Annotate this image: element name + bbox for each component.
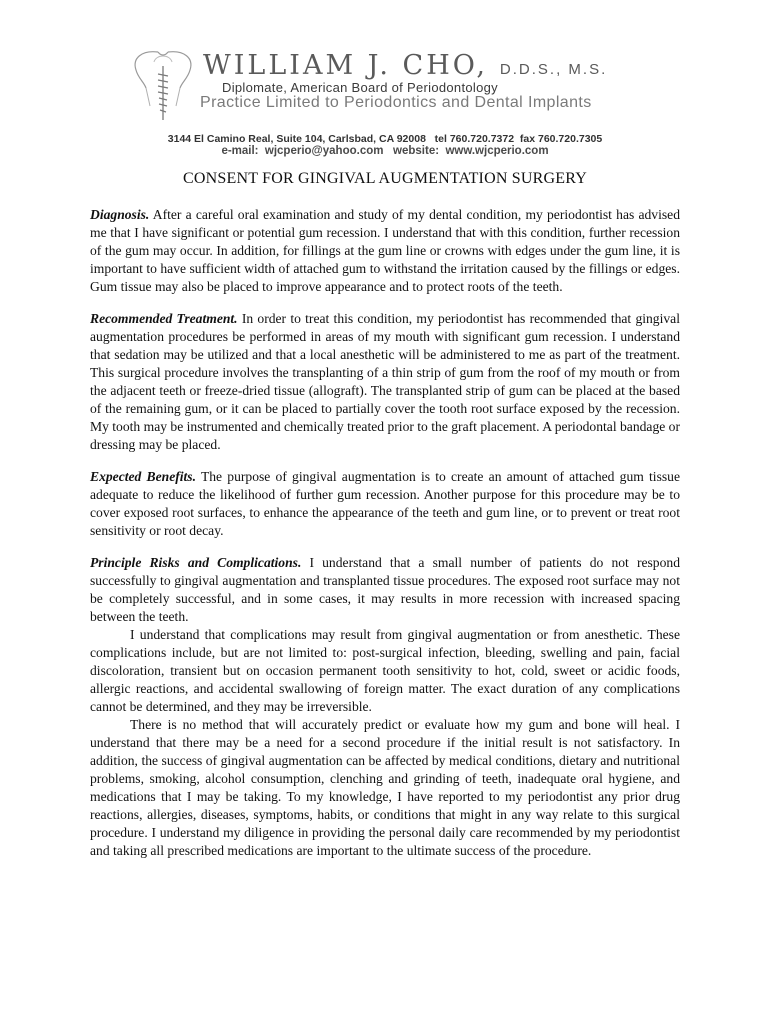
healing-paragraph: There is no method that will accurately predict or evaluate how my gum and bone will heal. I understand that there may be a need for a second procedure if the initial result is not satisfactory. In addition, the success of gingival augmentation can be affected by medical conditions, dietary and nutritional problems, smoking, alcohol consumption, clenching and grinding of teeth, inadequate oral hygiene, and medications that I may be taking. To my knowledge, I have reported to my periodontist any prior drug reactions, allergies, diseases, symptoms, habits, or conditions that might in any way relate to this surgical procedure. I understand my diligence in providing the personal daily care recommended by my periodontist and taking all prescribed medications are important to the ultimate success of the procedure. bbox=[90, 717, 680, 858]
diagnosis-paragraph bbox=[90, 206, 680, 296]
treatment-paragraph bbox=[90, 310, 680, 454]
practice-line: Practice Limited to Periodontics and Dental Implants bbox=[200, 94, 592, 111]
benefits-text: The purpose of gingival augmentation is to create an amount of attached gum tissue adequate to reduce the likelihood of further gum recession. Another purpose for this procedure may be to cover exposed root surfaces, to enhance the appearance of the teeth and gum line, or to prevent or treat root sensitivity or root decay. bbox=[90, 469, 680, 538]
benefits-paragraph bbox=[90, 468, 680, 540]
doctor-name: WILLIAM J. CHO, bbox=[203, 50, 488, 81]
treatment-text: In order to treat this condition, my periodontist has recommended that gingival augmentation procedures be performed in areas of my mouth with significant gum recession. I understand that sedation may be utilized and that a local anesthetic will be administered to me as part of the treatment. This surgical procedure involves the transplanting of a thin strip of gum from the roof of my mouth or from the adjacent teeth or freeze-dried tissue (allograft). The transplanted strip of gum can be placed at the based of the remaining gum, or it can be placed to partially cover the tooth root surface exposed by the recession. My tooth may be instrumented and chemically treated prior to the graft placement. A periodontal bandage or dressing may be placed. bbox=[90, 311, 681, 452]
doctor-credentials: D.D.S., M.S. bbox=[499, 61, 608, 78]
diagnosis-heading: Diagnosis. bbox=[90, 207, 150, 222]
diagnosis-text: After a careful oral examination and study of my dental condition, my periodontist has advised me that I have significant or potential gum recession. I understand that with this condition, further recession of the gum may occur. In addition, for fillings at the gum line or crowns with edges under the gum line, it is important to have sufficient width of attached gum to withstand the irritation caused by the fillings or edges. Gum tissue may also be placed to improve appearance and to protect roots of the teeth. bbox=[90, 207, 680, 294]
consent-body bbox=[90, 206, 680, 860]
risks-text: I understand that a small number of patients do not respond successfully to gingival augmentation and transplanted tissue procedures. The exposed root surface may not be completely successful, and in some cases, it may results in more recession with increased spacing between the teeth. bbox=[90, 555, 680, 624]
risks-paragraph bbox=[90, 554, 680, 626]
address-line: 3144 El Camino Real, Suite 104, Carlsbad, CA 92008 tel 760.720.7372 fax 760.720.7305 bbox=[167, 133, 603, 145]
document-title: CONSENT FOR GINGIVAL AUGMENTATION SURGERY bbox=[183, 170, 587, 187]
complications-paragraph: I understand that complications may result from gingival augmentation or from anesthetic. These complications include, but are not limited to: post-surgical infection, bleeding, swelling and pain, facial discoloration, transient but on occasion permanent tooth sensitivity to hot, cold, sweet or acidic foods, allergic reactions, and accidental swallowing of foreign matter. The exact duration of any complications cannot be determined, and they may be irreversible. bbox=[90, 627, 680, 714]
benefits-heading: Expected Benefits. bbox=[90, 469, 196, 484]
treatment-heading: Recommended Treatment. bbox=[90, 311, 238, 326]
contact-line: e-mail: wjcperio@yahoo.com website: www.wjcperio.com bbox=[221, 145, 549, 157]
risks-heading: Principle Risks and Complications. bbox=[90, 555, 302, 570]
dental-implant-icon bbox=[128, 48, 198, 124]
diplomate-line: Diplomate, American Board of Periodontology bbox=[222, 80, 498, 95]
